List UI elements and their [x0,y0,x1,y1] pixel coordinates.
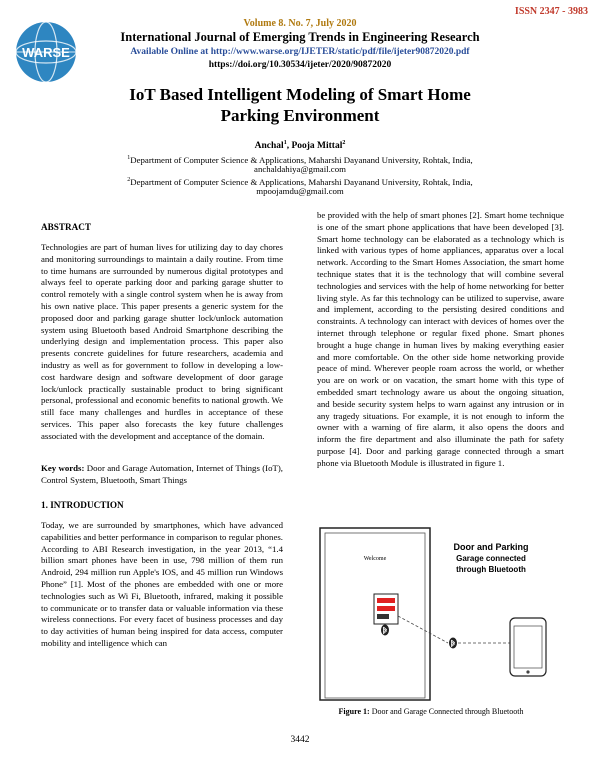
journal-name: International Journal of Emerging Trends in Engineering Research [120,30,480,44]
figure-1 [318,526,564,702]
lock-strip-1 [377,598,395,603]
keywords-text: Door and Garage Automation, Internet of Things (IoT), Control System, Bluetooth, Smart Things [41,463,283,485]
figure-label-1: Door and Parking [453,542,529,552]
affiliation-1-text: Department of Computer Science & Applications, Maharshi Dayanand University, Rohtak, India, [130,154,473,165]
affiliation-2-text: Department of Computer Science & Applications, Maharshi Dayanand University, Rohtak, India, [130,176,473,187]
warse-logo [14,20,78,84]
abstract-body [41,242,283,443]
welcome-sign: Welcome [363,556,387,562]
author-1: Anchal [254,141,284,152]
doi-link[interactable]: https://doi.org/10.30534/ijeter/2020/90872020 [208,60,392,70]
email-2[interactable]: mpoojamdu@gmail.com [256,186,344,196]
bluetooth-icon-door [381,625,389,636]
lock-strip-2 [377,606,395,611]
logo-text: WARSE [22,45,70,60]
available-online-link[interactable]: Available Online at http://www.warse.org/IJETER/static/pdf/file/ijeter90872020.pdf [130,47,470,57]
affiliation-1-sup: 1 [127,155,131,161]
issn-label: ISSN 2347 - 3983 [514,6,588,17]
figure-label-2: Garage connected [456,554,526,563]
abstract-heading: ABSTRACT [41,222,92,232]
right-column-text: be provided with the help of smart phones [2]. Smart home technique is one of the smart phone applications that have been developed [3]. Smart home technology can be elaborated as a technology which is linked with various types of home appliances, apparatus over a local network. According to the Smart Homes Association, the smart home technique states that it is the technology that will combine several technologies and services with the help of home networking for better living style. As far this technology can be utilized to supervise, aware and implement, according to the persisting desired conditions and constraints. A technology can interact with devices of homes over the internet through telephone or regular fixed phone. Smart phones brought a huge change in human lives by making everything easier and more comfortable. On the other side home networking provide peace of mind. Wherever people roam across the world, or whether you are on work or on vacation, the smart home with this type of embedded smart technology aware us about the ongoing situation, and beside security system helps to warn against any intrusion or in any tragedy situations. For example, it is not enough to inform the owner with a warning of fire alarm, it also opens the doors and inform the fire department and also illuminate the path for safety purpose [4]. Door and parking garage connected through a smart phone via Bluetooth Module is illustrated in figure 1. [317,210,564,468]
bluetooth-icon-middle [449,638,457,649]
page-number: 3442 [290,735,310,745]
figure-caption [300,707,562,716]
phone-button [526,670,529,673]
title-line-2: Parking Environment [220,106,380,125]
journal-volume: Volume 8. No. 7, July 2020 [243,18,357,29]
keywords [41,463,283,487]
keywords-label: Key words: [41,463,85,473]
author-2-sup: 2 [342,140,346,146]
abstract-text: Technologies are part of human lives for utilizing day to day chores and monitoring surroundings to maintain a daily routine. From time to time humans are surrounded by numerous digital prototypes and always feel to operate parking door and parking garage shutter to control remotely with a single control system when he is away from his own native place. This paper presents a generic system for the proposed door and parking garage shutter lock/unlock automation system using Bluetooth based Android Smartphone describing the underlying design and implementation process. This paper also presents concrete guidelines for future researchers, academia and industry as well as for government to follow in developing a low-cost hardware design and software development of door garage lock/unlock practically sustainable product to bring significant personal, professional and economic benefits to national growth. We still face many challenges and hurdles in acceptance of these services. This paper also forecasts the key future challenges associated with the development and acceptance of the domain. [41,242,283,441]
right-column-body [317,210,564,470]
intro-body [41,520,283,650]
figure-label-3: through Bluetooth [456,565,526,574]
affiliation-2-sup: 2 [127,177,131,183]
email-1[interactable]: anchaldahiya@gmail.com [254,164,346,174]
lock-keypad [377,614,389,619]
author-separator: , [286,141,292,152]
intro-heading: 1. INTRODUCTION [41,500,124,510]
author-1-sup: 1 [283,140,287,146]
author-list [0,140,600,151]
title-line-1: IoT Based Intelligent Modeling of Smart Home [129,85,471,104]
figure-caption-text: Door and Garage Connected through Bluetooth [369,707,524,716]
paper-title [60,84,540,126]
figure-caption-label: Figure 1: [338,707,370,716]
author-2: Pooja Mittal [291,141,343,152]
phone-screen [514,626,542,668]
intro-text: Today, we are surrounded by smartphones, which have advanced capabilities and better performance in comparison to regular phones. According to ABI Research investigation, in the year 2013, “1.4 billion smart phones have been in use, 798 million of them run Android, 294 million run Apple's IOS, and 45 million run Windows Phone” [1]. Most of the phones are embedded with one or more technologies such as Wi Fi, Bluetooth, infrared, making it possible to communicate or to transfer data or valuable information via these wireless connections. For every facet of business processes and day to day activities of human being inspired for data access, computer mobility and intelligence which can [41,520,283,648]
